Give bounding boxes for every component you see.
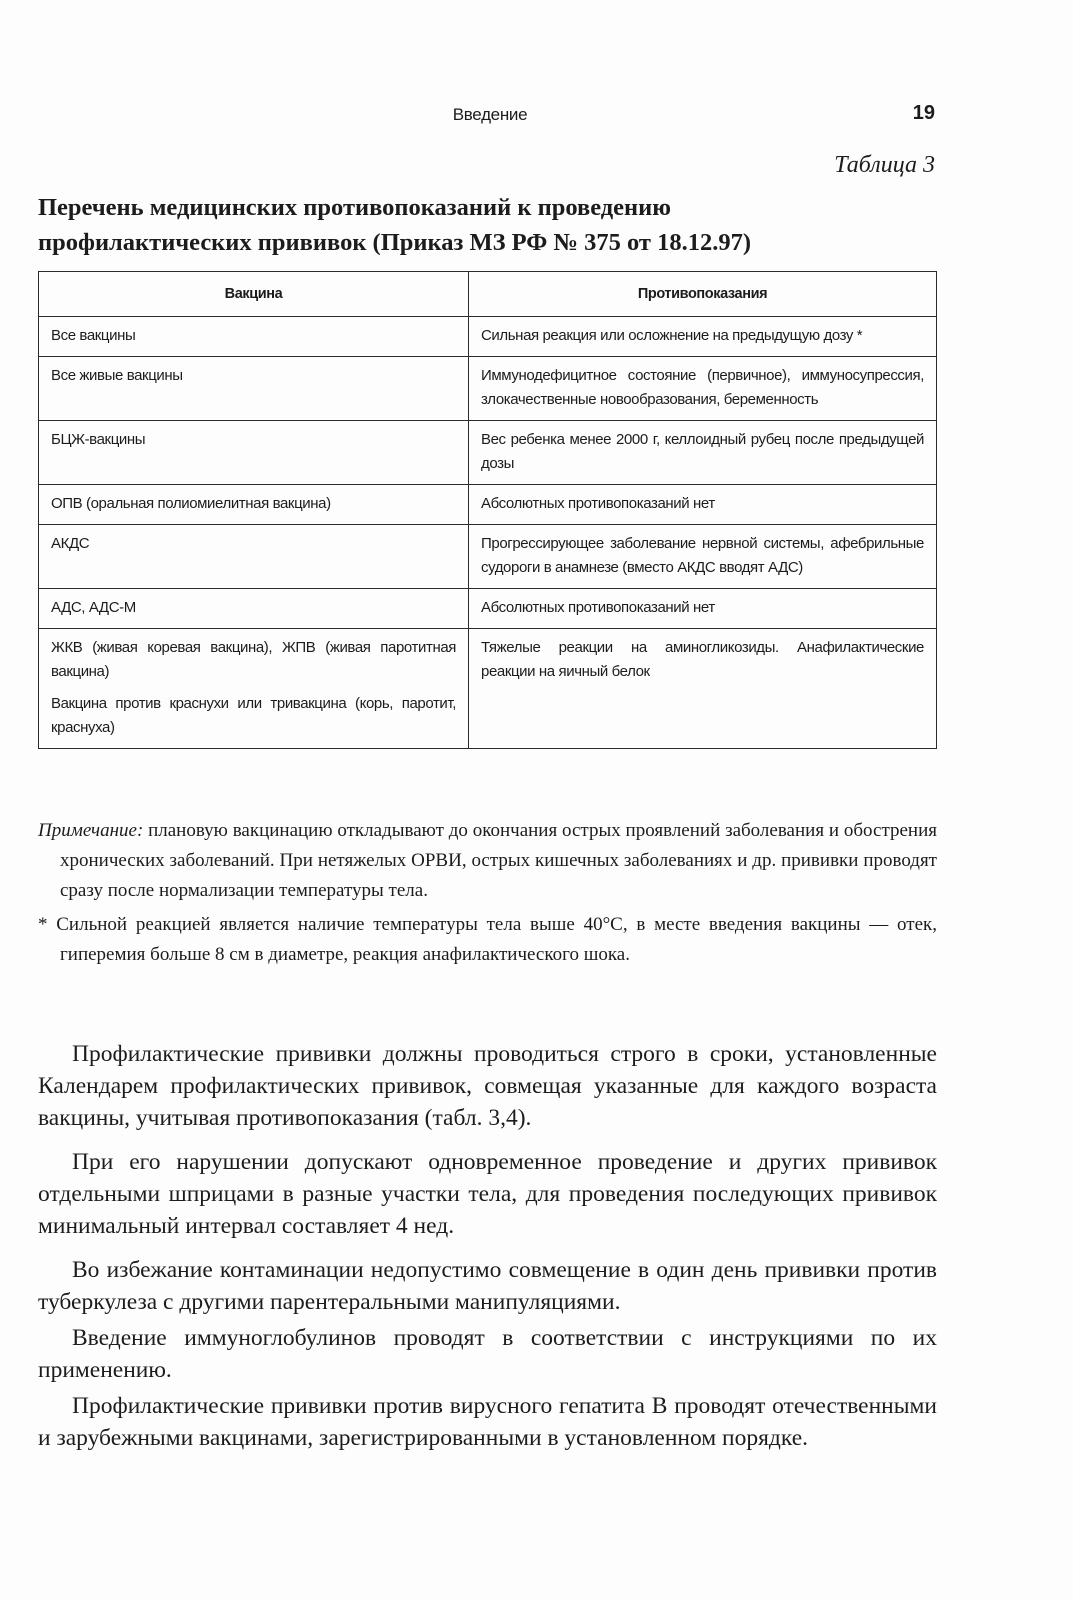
note-text: плановую вакцинацию откладывают до окончания острых проявлений заболевания и обострения хронических заболеваний. При нетяжелых ОРВИ, острых кишечных заболеваниях и др. прививки проводят сразу после нормализации температуры тела. [60, 820, 937, 901]
body-paragraph: При его нарушении допускают одновременное проведение и других прививок отдельными шприцами в разные участки тела, для проведения последующих прививок минимальный интервал составляет 4 нед. [38, 1149, 937, 1239]
asterisk-note: * Сильной реакцией является наличие температуры тела выше 40°С, в месте введения вакцины — отек, гиперемия больше 8 см в диаметре, реакция анафилактического шока. [38, 914, 937, 965]
note-label: Примечание: [38, 820, 144, 841]
vaccine-cell: Все вакцины [39, 317, 469, 357]
contraindication-cell: Иммунодефицитное состояние (первичное), иммуносупрессия, злокачественные новообразования, беременность [469, 357, 937, 421]
vaccine-cell-extra: Вакцина против краснухи или тривакцина (корь, паротит, краснуха) [51, 695, 456, 736]
table-title [38, 190, 938, 260]
body-text [38, 1038, 937, 1466]
running-title: Введение [452, 105, 528, 124]
contraindications-table [38, 271, 937, 749]
body-paragraph: Во избежание контаминации недопустимо совмещение в один день прививки против туберкулеза с другими парентеральными манипуляциями. [38, 1257, 937, 1315]
vaccine-cell: АКДС [39, 525, 469, 589]
table-title-line-1: Перечень медицинских противопоказаний к проведению [38, 194, 671, 221]
table-row [39, 485, 937, 525]
page-number: 19 [912, 102, 935, 124]
column-header-vaccine: Вакцина [39, 272, 469, 317]
table-row [39, 629, 937, 749]
contraindication-cell: Сильная реакция или осложнение на предыдущую дозу * [469, 317, 937, 357]
running-head [0, 102, 1073, 132]
table-row [39, 421, 937, 485]
vaccine-cell [39, 629, 469, 749]
body-paragraph: Введение иммуноглобулинов проводят в соответствии с инструкциями по их применению. [38, 1325, 937, 1383]
vaccine-cell: БЦЖ-вакцины [39, 421, 469, 485]
contraindication-cell: Вес ребенка менее 2000 г, келлоидный рубец после предыдущей дозы [469, 421, 937, 485]
table-row [39, 357, 937, 421]
vaccine-cell: ОПВ (оральная полиомиелитная вакцина) [39, 485, 469, 525]
contraindication-cell: Прогрессирующее заболевание нервной системы, афебрильные судороги в анамнезе (вместо АКДС вводят АДС) [469, 525, 937, 589]
table-row [39, 525, 937, 589]
table-row [39, 317, 937, 357]
contraindication-cell: Тяжелые реакции на аминогликозиды. Анафилактические реакции на яичный белок [469, 629, 937, 749]
table-header-row [39, 272, 937, 317]
table-notes [38, 816, 937, 974]
vaccine-cell: Все живые вакцины [39, 357, 469, 421]
vaccine-cell-main: ЖКВ (живая коревая вакцина), ЖПВ (живая паротитная вакцина) [51, 639, 456, 680]
vaccine-cell: АДС, АДС-М [39, 589, 469, 629]
table-title-line-2: профилактических прививок (Приказ МЗ РФ № 375 от 18.12.97) [38, 229, 751, 256]
note-paragraph [38, 816, 937, 906]
body-paragraph: Профилактические прививки против вирусного гепатита В проводят отечественными и зарубежными вакцинами, зарегистрированными в установленном порядке. [38, 1393, 937, 1451]
contraindication-cell: Абсолютных противопоказаний нет [469, 589, 937, 629]
contraindication-cell: Абсолютных противопоказаний нет [469, 485, 937, 525]
table-row [39, 589, 937, 629]
table-label: Таблица 3 [834, 152, 935, 178]
column-header-contraindications: Противопоказания [469, 272, 937, 317]
body-paragraph: Профилактические прививки должны проводиться строго в сроки, установленные Календарем профилактических прививок, совмещая указанные для каждого возраста вакцины, учитывая противопоказания (табл. 3,4). [38, 1041, 937, 1131]
